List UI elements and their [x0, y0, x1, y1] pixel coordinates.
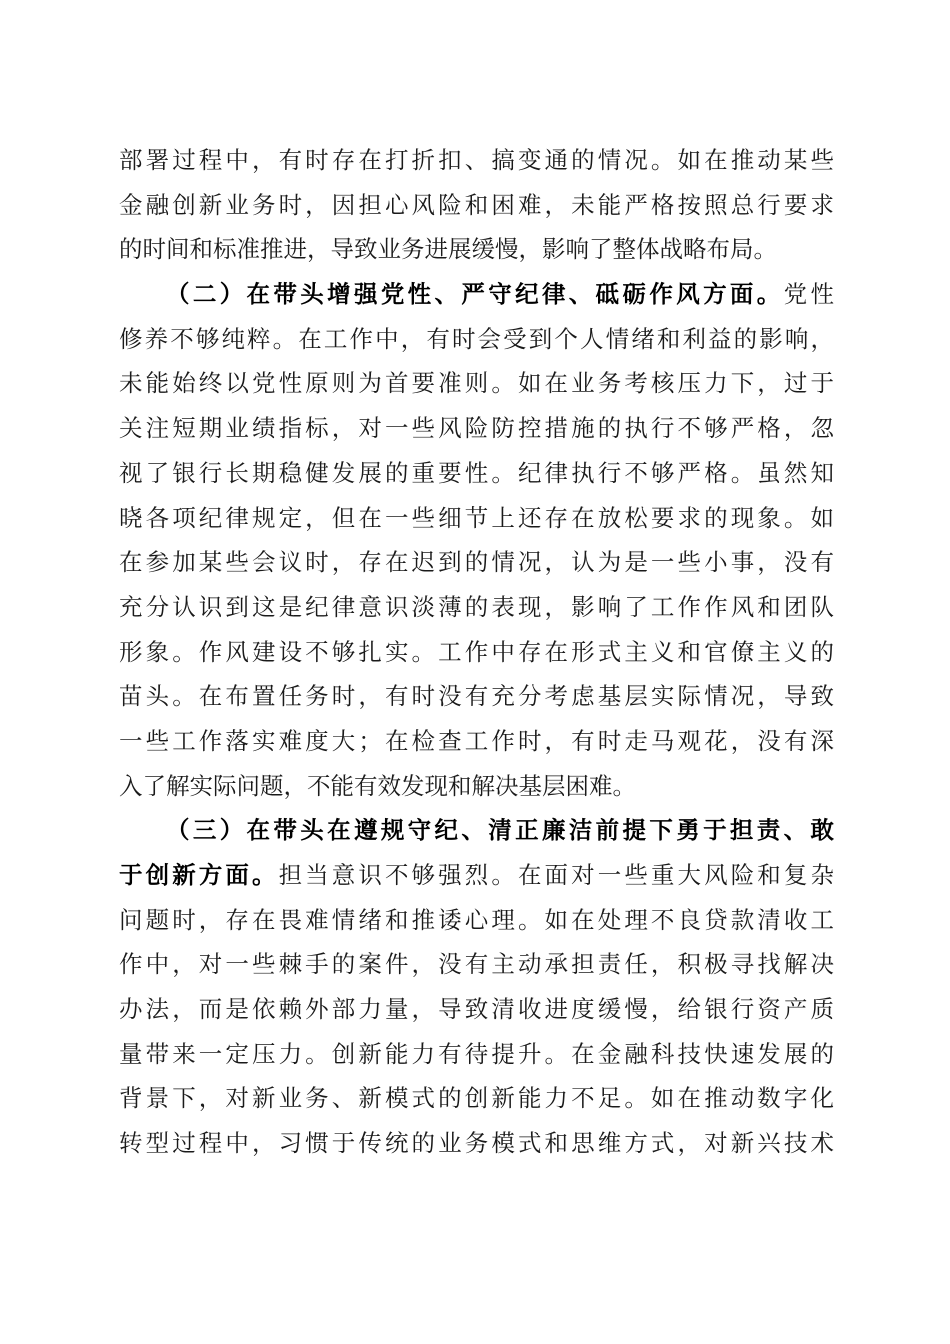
section-heading-continued: 于创新方面。: [119, 861, 279, 889]
line-text: 一些工作落实难度大；在检查工作时，有时走马观花，没有深: [119, 726, 834, 755]
line-text: 部署过程中，有时存在打折扣、搞变通的情况。如在推动某些: [119, 146, 834, 174]
line-text: 在参加某些会议时，存在迟到的情况，认为是一些小事，没有: [119, 548, 834, 577]
line-text: 担当意识不够强烈。在面对一些重大风险和复杂: [278, 861, 835, 889]
line-text: 入了解实际问题，不能有效发现和解决基层困难。: [119, 771, 636, 800]
text-line: [119, 585, 834, 630]
document-body: [119, 138, 834, 1166]
text-line: [119, 317, 834, 362]
line-text: 苗头。在布置任务时，有时没有充分考虑基层实际情况，导致: [119, 682, 834, 711]
line-text: 作中，对一些棘手的案件，没有主动承担责任，积极寻找解决: [119, 950, 834, 979]
line-text: 问题时，存在畏难情绪和推诿心理。如在处理不良贷款清收工: [119, 905, 834, 934]
text-line: [119, 540, 834, 585]
line-text: 的时间和标准推进，导致业务进展缓慢，影响了整体战略布局。: [119, 235, 777, 264]
text-line: [119, 496, 834, 541]
line-text: 量带来一定压力。创新能力有待提升。在金融科技快速发展的: [119, 1039, 834, 1068]
section-heading: （二）在带头增强党性、严守纪律、砥砺作风方面。: [166, 280, 784, 309]
text-line: [119, 227, 834, 272]
text-line: [119, 674, 834, 719]
text-line: [119, 406, 834, 451]
text-line: [119, 1076, 834, 1121]
line-text: 充分认识到这是纪律意识淡薄的表现，影响了工作作风和团队: [119, 592, 834, 621]
text-line: [119, 1121, 834, 1166]
text-line: [119, 942, 834, 987]
section-three-first-line: [119, 808, 834, 853]
line-text: 形象。作风建设不够扎实。工作中存在形式主义和官僚主义的: [119, 637, 834, 666]
line-text: 晓各项纪律规定，但在一些细节上还存在放松要求的现象。如: [119, 503, 834, 532]
text-line: [119, 361, 834, 406]
line-text: 办法，而是依赖外部力量，导致清收进度缓慢，给银行资产质: [119, 995, 834, 1024]
text-line: [119, 451, 834, 496]
section-two-first-line: [119, 272, 834, 317]
text-line: [119, 719, 834, 764]
text-line: [119, 183, 834, 228]
text-line: [119, 1032, 834, 1077]
line-text: 视了银行长期稳健发展的重要性。纪律执行不够严格。虽然知: [119, 458, 834, 487]
line-text: 未能始终以党性原则为首要准则。如在业务考核压力下，过于: [119, 369, 834, 398]
line-text: 修养不够纯粹。在工作中，有时会受到个人情绪和利益的影响，: [119, 324, 834, 353]
text-line: [119, 630, 834, 675]
section-three-second-line: [119, 853, 834, 898]
line-text: 转型过程中，习惯于传统的业务模式和思维方式，对新兴技术: [119, 1129, 834, 1158]
section-heading: （三）在带头在遵规守纪、清正廉洁前提下勇于担责、敢: [166, 816, 834, 845]
line-text: 党性: [783, 280, 835, 309]
line-text: 背景下，对新业务、新模式的创新能力不足。如在推动数字化: [119, 1084, 834, 1113]
line-text: 关注短期业绩指标，对一些风险防控措施的执行不够严格，忽: [119, 414, 834, 443]
text-line: [119, 138, 834, 183]
text-line: [119, 764, 834, 809]
text-line: [119, 987, 834, 1032]
text-line: [119, 898, 834, 943]
line-text: 金融创新业务时，因担心风险和困难，未能严格按照总行要求: [119, 190, 834, 219]
